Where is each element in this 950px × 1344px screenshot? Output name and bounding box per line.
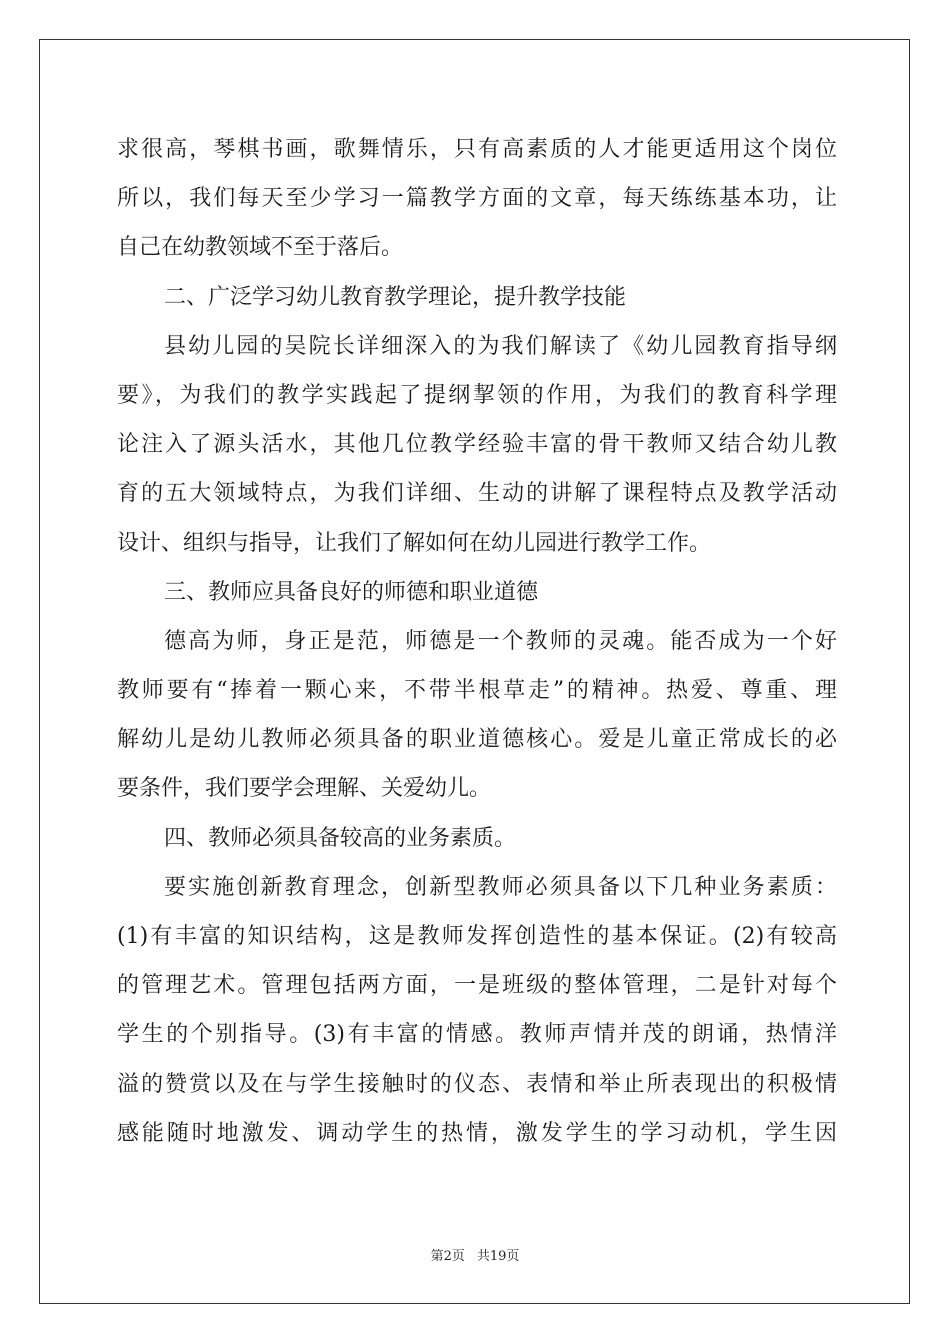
text-line: 溢的赞赏以及在与学生接触时的仪态、表情和举止所表现出的积极情 (117, 1071, 837, 1097)
document-body (117, 125, 837, 1158)
text-line: 四、教师必须具备较高的业务素质。 (164, 825, 517, 851)
total-pages: 共19页 (476, 1249, 520, 1264)
text-line: 要实施创新教育理念，创新型教师必须具备以下几种业务素质： (164, 874, 837, 900)
text-line: 自己在幼教领域不至于落后。 (117, 235, 404, 261)
page-number: 第2页 (430, 1249, 465, 1264)
text-line: 的管理艺术。管理包括两方面，一是班级的整体管理，二是针对每个 (117, 973, 837, 999)
text-line: 德高为师，身正是范，师德是一个教师的灵魂。能否成为一个好 (164, 628, 837, 654)
text-line: 三、教师应具备良好的师德和职业道德 (164, 579, 539, 605)
text-line: (1)有丰富的知识结构，这是教师发挥创造性的基本保证。(2)有较高 (117, 924, 837, 949)
text-line: 所以，我们每天至少学习一篇教学方面的文章，每天练练基本功，让 (117, 186, 837, 212)
text-line: 论注入了源头活水，其他几位教学经验丰富的骨干教师又结合幼儿教 (117, 432, 837, 458)
text-line: 学生的个别指导。(3)有丰富的情感。教师声情并茂的朗诵，热情洋 (117, 1022, 837, 1048)
text-line: 要》，为我们的教学实践起了提纲挈领的作用，为我们的教育科学理 (117, 382, 837, 408)
text-line: 二、广泛学习幼儿教育教学理论，提升教学技能 (164, 284, 627, 310)
text-line: 育的五大领域特点，为我们详细、生动的讲解了课程特点及教学活动 (117, 481, 837, 507)
text-line: 感能随时地激发、调动学生的热情，激发学生的学习动机，学生因 (117, 1120, 837, 1146)
text-line: 设计、组织与指导，让我们了解如何在幼儿园进行教学工作。 (117, 530, 712, 556)
text-line: 教师要有“捧着一颗心来，不带半根草走”的精神。热爱、尊重、理 (117, 678, 837, 704)
text-line: 求很高，琴棋书画，歌舞情乐，只有高素质的人才能更适用这个岗位 (117, 137, 837, 162)
text-line: 县幼儿园的吴院长详细深入的为我们解读了《幼儿园教育指导纲 (164, 333, 837, 359)
text-line: 要条件，我们要学会理解、关爱幼儿。 (117, 776, 492, 802)
text-line: 解幼儿是幼儿教师必须具备的职业道德核心。爱是儿童正常成长的必 (117, 727, 837, 753)
page-footer (0, 1248, 950, 1266)
